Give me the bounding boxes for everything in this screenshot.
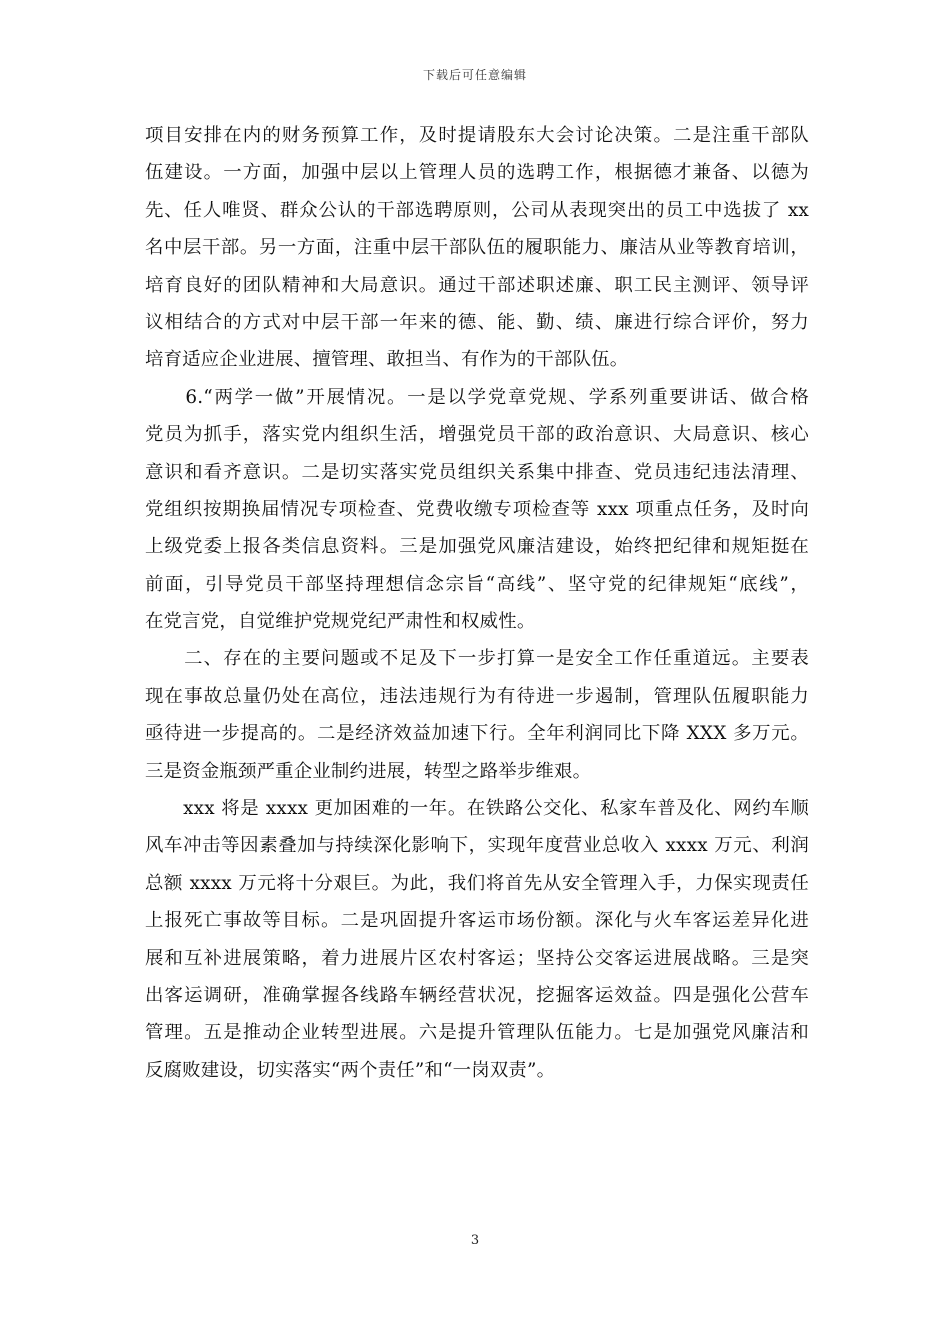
page-header: 下载后可任意编辑: [422, 68, 527, 82]
text-line: 议相结合的方式对中层干部一年来的德、能、勤、绩、廉进行综合评价，努力: [145, 311, 809, 333]
paragraph-3: [145, 640, 809, 790]
page-number: 3: [470, 1233, 480, 1248]
text-line: 总额 xxxx 万元将十分艰巨。为此，我们将首先从安全管理入手，力保实现责任: [145, 872, 809, 894]
text-line: 二、存在的主要问题或不足及下一步打算一是安全工作任重道远。主要表: [145, 648, 809, 670]
paragraph-4: [145, 790, 809, 1089]
text-line: 展和互补进展策略，着力进展片区农村客运；坚持公交客运进展战略。三是突: [145, 947, 809, 969]
text-line: 前面，引导党员干部坚持理想信念宗旨“高线”、坚守党的纪律规矩“底线”，: [145, 573, 809, 595]
text-line: 先、任人唯贤、群众公认的干部选聘原则，公司从表现突出的员工中选拔了 xx: [145, 199, 809, 221]
text-line: 党员为抓手，落实党内组织生活，增强党员干部的政治意识、大局意识、核心: [145, 424, 809, 446]
paragraph-2: [145, 379, 809, 641]
text-line: 上报死亡事故等目标。二是巩固提升客运市场份额。深化与火车客运差异化进: [145, 910, 809, 932]
text-line: 名中层干部。另一方面，注重中层干部队伍的履职能力、廉洁从业等教育培训，: [145, 237, 809, 259]
text-line: 意识和看齐意识。二是切实落实党员组织关系集中排查、党员违纪违法清理、: [145, 461, 809, 483]
text-line: 三是资金瓶颈严重企业制约进展，转型之路举步维艰。: [145, 760, 592, 782]
text-line: 党组织按期换届情况专项检查、党费收缴专项检查等 xxx 项重点任务，及时向: [145, 498, 809, 520]
text-line: 6.“两学一做”开展情况。一是以学党章党规、学系列重要讲话、做合格: [145, 386, 809, 408]
text-line: 上级党委上报各类信息资料。三是加强党风廉洁建设，始终把纪律和规矩挺在: [145, 536, 809, 558]
text-line: 现在事故总量仍处在高位，违法违规行为有待进一步遏制，管理队伍履职能力: [145, 685, 809, 707]
text-line: 反腐败建设，切实落实“两个责任”和“一岗双责”。: [145, 1059, 556, 1081]
document-body: [145, 117, 809, 1089]
text-line: 管理。五是推动企业转型进展。六是提升管理队伍能力。七是加强党风廉洁和: [145, 1022, 809, 1044]
text-line: 风车冲击等因素叠加与持续深化影响下，实现年度营业总收入 xxxx 万元、利润: [145, 835, 809, 857]
text-line: 出客运调研，准确掌握各线路车辆经营状况，挖掘客运效益。四是强化公营车: [145, 984, 809, 1006]
text-line: 培育良好的团队精神和大局意识。通过干部述职述廉、职工民主测评、领导评: [145, 274, 809, 296]
text-line: 伍建设。一方面，加强中层以上管理人员的选聘工作，根据德才兼备、以德为: [145, 162, 809, 184]
text-line: 在党言党，自觉维护党规党纪严肃性和权威性。: [145, 611, 536, 633]
text-line: 亟待进一步提高的。二是经济效益加速下行。全年利润同比下降 XXX 多万元。: [145, 723, 809, 745]
text-line: 项目安排在内的财务预算工作，及时提请股东大会讨论决策。二是注重干部队: [145, 125, 809, 146]
text-line: 培育适应企业进展、擅管理、敢担当、有作为的干部队伍。: [145, 349, 629, 371]
paragraph-1: [145, 117, 809, 379]
text-line: xxx 将是 xxxx 更加困难的一年。在铁路公交化、私家车普及化、网约车顺: [145, 798, 809, 820]
